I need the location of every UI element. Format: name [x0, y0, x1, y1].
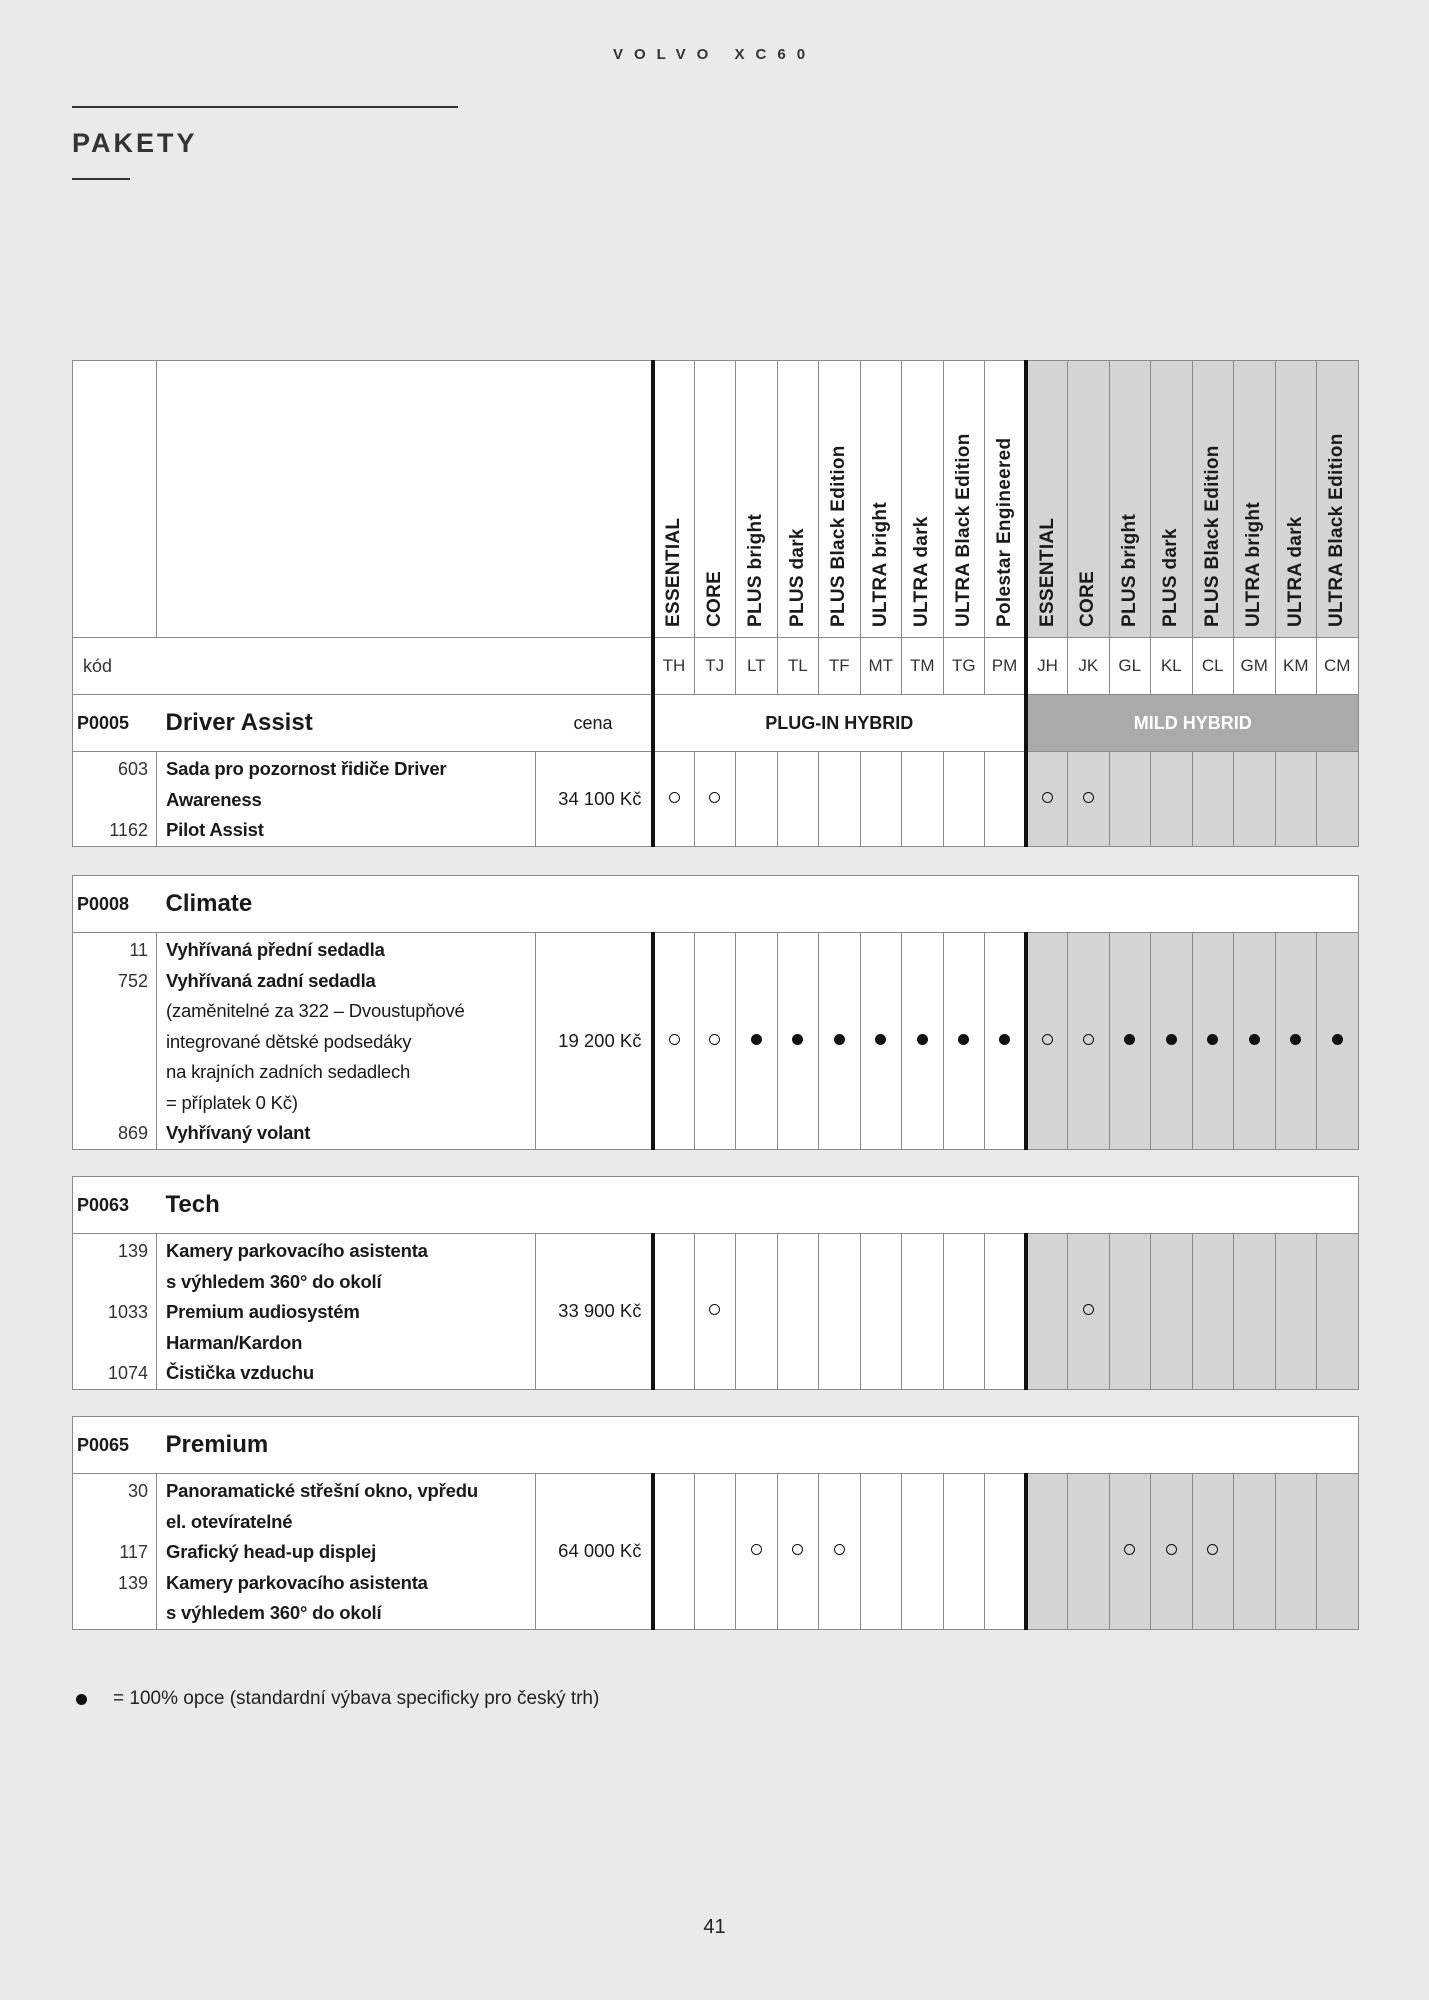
page-number: 41: [703, 1916, 726, 1938]
option-code: 11: [129, 940, 148, 960]
version-name: ULTRA Black Edition: [1326, 433, 1348, 627]
version-header: [736, 361, 778, 638]
package-body-row: [73, 1474, 1359, 1630]
version-header: [819, 361, 861, 638]
version-header: [1068, 361, 1110, 638]
legend-text: = 100% opce (standardní výbava specificky pro český trh): [113, 1688, 600, 1709]
option-code: 752: [117, 970, 148, 991]
option-code: [73, 1507, 148, 1538]
availability-cell: [1275, 1234, 1317, 1390]
version-name: PLUS Black Edition: [1201, 445, 1223, 627]
option-code: [73, 1088, 148, 1119]
availability-cell: [1317, 1234, 1359, 1390]
package-table-p0065: [72, 1416, 1359, 1630]
optional-circle-icon: [1124, 1544, 1135, 1555]
availability-cell: [1109, 1474, 1151, 1630]
divider: [72, 106, 458, 108]
option-descriptions: [157, 933, 536, 1150]
option-text: Vyhřívaná přední sedadla: [166, 939, 385, 960]
availability-cell: [1026, 933, 1068, 1150]
optional-circle-icon: [1166, 1544, 1177, 1555]
optional-circle-icon: [1083, 1304, 1094, 1315]
option-code: 869: [117, 1123, 148, 1143]
option-text: Premium audiosystém: [166, 1301, 360, 1322]
availability-cell: [860, 1234, 902, 1390]
option-text: Awareness: [166, 788, 262, 810]
package-code: P0008: [73, 876, 157, 933]
version-header: [694, 361, 736, 638]
group-plug-in-hybrid: PLUG-IN HYBRID: [653, 695, 1027, 752]
availability-cell: [1109, 933, 1151, 1150]
option-codes: [73, 752, 157, 847]
optional-circle-icon: [792, 1544, 803, 1555]
availability-cell: [902, 752, 944, 847]
version-code: CL: [1192, 638, 1234, 695]
package-code: P0065: [73, 1417, 157, 1474]
version-code: TF: [819, 638, 861, 695]
standard-dot-icon: [834, 1034, 845, 1045]
availability-cell: [1275, 933, 1317, 1150]
availability-cell: [819, 752, 861, 847]
availability-cell: [1068, 1474, 1110, 1630]
availability-cell: [985, 1234, 1027, 1390]
version-code: LT: [736, 638, 778, 695]
option-code: 139: [117, 1241, 148, 1261]
version-code: CM: [1317, 638, 1359, 695]
availability-cell: [1151, 933, 1193, 1150]
availability-cell: [1234, 933, 1276, 1150]
package-name: Climate: [157, 876, 1359, 933]
package-header-row: [73, 1417, 1359, 1474]
version-code: MT: [860, 638, 902, 695]
option-text: Vyhřívaný volant: [166, 1122, 311, 1143]
availability-cell: [1151, 1474, 1193, 1630]
option-text: el. otevíratelné: [166, 1510, 293, 1532]
standard-dot-icon: [1332, 1034, 1343, 1045]
version-name: PLUS dark: [1160, 528, 1182, 627]
option-text: Pilot Assist: [166, 819, 264, 840]
optional-circle-icon: [709, 1304, 720, 1315]
option-code: [73, 785, 148, 816]
availability-cell: [736, 752, 778, 847]
optional-circle-icon: [709, 792, 720, 803]
availability-cell: [653, 933, 695, 1150]
divider: [72, 178, 130, 180]
version-header: [777, 361, 819, 638]
version-code: TJ: [694, 638, 736, 695]
version-code: GL: [1109, 638, 1151, 695]
package-price: 64 000 Kč: [536, 1474, 653, 1630]
version-header: [902, 361, 944, 638]
version-header: [985, 361, 1027, 638]
availability-cell: [1151, 752, 1193, 847]
availability-cell: [1317, 752, 1359, 847]
package-body-row: [73, 1234, 1359, 1390]
package-table-p0063: [72, 1176, 1359, 1390]
availability-cell: [819, 1234, 861, 1390]
availability-cell: [1275, 1474, 1317, 1630]
option-code: [73, 1598, 148, 1629]
optional-circle-icon: [1207, 1544, 1218, 1555]
package-name: Tech: [157, 1177, 1359, 1234]
standard-dot-icon: [751, 1034, 762, 1045]
version-code: PM: [985, 638, 1027, 695]
availability-cell: [1234, 1474, 1276, 1630]
option-text: s výhledem 360° do okolí: [166, 1270, 382, 1292]
availability-cell: [902, 1474, 944, 1630]
option-text: Kamery parkovacího asistenta: [166, 1240, 428, 1261]
option-code: 1162: [109, 820, 148, 840]
standard-dot-icon: [1249, 1034, 1260, 1045]
standard-dot-icon: [875, 1034, 886, 1045]
option-text: Čistička vzduchu: [166, 1362, 314, 1383]
version-header: [1109, 361, 1151, 638]
availability-cell: [985, 752, 1027, 847]
availability-cell: [694, 933, 736, 1150]
availability-cell: [777, 1234, 819, 1390]
package-body-row: [73, 933, 1359, 1150]
availability-cell: [694, 752, 736, 847]
version-name: PLUS bright: [745, 513, 767, 627]
option-text: integrované dětské podsedáky: [166, 1030, 412, 1052]
availability-cell: [777, 933, 819, 1150]
package-table-p0008: [72, 875, 1359, 1150]
availability-cell: [653, 752, 695, 847]
availability-cell: [1068, 1234, 1110, 1390]
optional-circle-icon: [1083, 1034, 1094, 1045]
availability-cell: [1192, 752, 1234, 847]
availability-cell: [1109, 1234, 1151, 1390]
optional-circle-icon: [1042, 792, 1053, 803]
option-text: Harman/Kardon: [166, 1331, 303, 1353]
package-header-row: [73, 876, 1359, 933]
version-name: CORE: [1077, 570, 1099, 627]
group-mild-hybrid: MILD HYBRID: [1026, 695, 1358, 752]
availability-cell: [860, 752, 902, 847]
optional-circle-icon: [751, 1544, 762, 1555]
package-body-row: [73, 752, 1359, 847]
version-name: CORE: [703, 570, 725, 627]
filled-dot-icon: [76, 1694, 87, 1705]
availability-cell: [860, 933, 902, 1150]
version-code: TM: [902, 638, 944, 695]
optional-circle-icon: [709, 1034, 720, 1045]
optional-circle-icon: [1042, 1034, 1053, 1045]
version-code-row: [73, 638, 1359, 695]
standard-dot-icon: [999, 1034, 1010, 1045]
option-code: [73, 1027, 148, 1058]
availability-cell: [819, 933, 861, 1150]
availability-cell: [819, 1474, 861, 1630]
version-code: TH: [653, 638, 695, 695]
availability-cell: [985, 1474, 1027, 1630]
option-code: 1074: [107, 1363, 148, 1383]
version-name: ESSENTIAL: [1036, 517, 1058, 627]
option-text: Panoramatické střešní okno, vpředu: [166, 1480, 478, 1501]
option-codes: [73, 933, 157, 1150]
availability-cell: [860, 1474, 902, 1630]
option-text: = příplatek 0 Kč): [166, 1091, 298, 1113]
availability-cell: [1026, 1234, 1068, 1390]
optional-circle-icon: [669, 792, 680, 803]
version-code: JK: [1068, 638, 1110, 695]
code-label: kód: [73, 638, 653, 695]
version-name: Polestar Engineered: [993, 437, 1015, 627]
optional-circle-icon: [1083, 792, 1094, 803]
version-header: [653, 361, 695, 638]
version-name: ULTRA dark: [1284, 516, 1306, 627]
version-name: ULTRA bright: [869, 502, 891, 627]
availability-cell: [736, 1474, 778, 1630]
version-header: [1192, 361, 1234, 638]
option-text: Vyhřívaná zadní sedadla: [166, 969, 376, 991]
blank-cell: [157, 361, 653, 638]
option-text: Grafický head-up displej: [166, 1541, 377, 1562]
version-name: PLUS Black Edition: [828, 445, 850, 627]
version-header: [860, 361, 902, 638]
availability-cell: [1192, 1474, 1234, 1630]
version-header: [943, 361, 985, 638]
option-code: [73, 1057, 148, 1088]
availability-cell: [1275, 752, 1317, 847]
option-descriptions: [157, 1234, 536, 1390]
legend: [72, 1688, 599, 1710]
package-code: P0063: [73, 1177, 157, 1234]
page-title: PAKETY: [72, 128, 198, 158]
availability-cell: [694, 1234, 736, 1390]
option-descriptions: [157, 752, 536, 847]
option-codes: [73, 1474, 157, 1630]
standard-dot-icon: [917, 1034, 928, 1045]
availability-cell: [1068, 933, 1110, 1150]
package-price: 33 900 Kč: [536, 1234, 653, 1390]
availability-cell: [902, 1234, 944, 1390]
version-name: ULTRA bright: [1243, 502, 1265, 627]
availability-cell: [1151, 1234, 1193, 1390]
package-name: Premium: [157, 1417, 1359, 1474]
standard-dot-icon: [1207, 1034, 1218, 1045]
option-text: (zaměnitelné za 322 – Dvoustupňové: [166, 1000, 465, 1021]
availability-cell: [736, 933, 778, 1150]
availability-cell: [1068, 752, 1110, 847]
availability-cell: [1234, 752, 1276, 847]
availability-cell: [1192, 1234, 1234, 1390]
option-text: Kamery parkovacího asistenta: [166, 1571, 428, 1593]
standard-dot-icon: [792, 1034, 803, 1045]
standard-dot-icon: [1166, 1034, 1177, 1045]
availability-cell: [777, 1474, 819, 1630]
version-header: [1234, 361, 1276, 638]
standard-dot-icon: [1124, 1034, 1135, 1045]
package-header-row: [73, 1177, 1359, 1234]
version-code: KL: [1151, 638, 1193, 695]
option-code: 30: [127, 1481, 148, 1501]
availability-cell: [1317, 1474, 1359, 1630]
version-name: PLUS dark: [786, 528, 808, 627]
option-code: 117: [119, 1542, 148, 1562]
option-text: na krajních zadních sedadlech: [166, 1061, 411, 1082]
version-header-row: [73, 361, 1359, 638]
option-text: Sada pro pozornost řidiče Driver: [166, 758, 447, 779]
option-code: [73, 1328, 148, 1359]
option-descriptions: [157, 1474, 536, 1630]
availability-cell: [1192, 933, 1234, 1150]
package-header-row: [73, 695, 1359, 752]
package-name: Driver Assist: [157, 695, 536, 752]
version-header: [1151, 361, 1193, 638]
availability-cell: [985, 933, 1027, 1150]
version-header: [1275, 361, 1317, 638]
option-code: [73, 1267, 148, 1298]
availability-cell: [777, 752, 819, 847]
optional-circle-icon: [834, 1544, 845, 1555]
availability-cell: [1234, 1234, 1276, 1390]
option-code: 603: [117, 759, 148, 779]
option-code: 1033: [107, 1302, 148, 1322]
price-label: cena: [536, 695, 653, 752]
availability-cell: [1026, 1474, 1068, 1630]
availability-cell: [653, 1234, 695, 1390]
standard-dot-icon: [958, 1034, 969, 1045]
availability-cell: [943, 933, 985, 1150]
version-code: GM: [1234, 638, 1276, 695]
availability-cell: [943, 1234, 985, 1390]
version-name: ULTRA Black Edition: [952, 433, 974, 627]
availability-cell: [694, 1474, 736, 1630]
package-price: 19 200 Kč: [536, 933, 653, 1150]
version-code: KM: [1275, 638, 1317, 695]
optional-circle-icon: [669, 1034, 680, 1045]
brand-header: VOLVO XC60: [612, 46, 817, 63]
version-header: [1026, 361, 1068, 638]
option-code: 139: [117, 1572, 148, 1593]
availability-cell: [653, 1474, 695, 1630]
availability-cell: [1109, 752, 1151, 847]
version-code: TL: [777, 638, 819, 695]
availability-cell: [902, 933, 944, 1150]
version-code: TG: [943, 638, 985, 695]
version-name: ULTRA dark: [911, 516, 933, 627]
availability-cell: [1317, 933, 1359, 1150]
availability-cell: [943, 752, 985, 847]
availability-cell: [943, 1474, 985, 1630]
availability-cell: [736, 1234, 778, 1390]
version-code: JH: [1026, 638, 1068, 695]
package-table-p0005: [72, 360, 1359, 847]
package-price: 34 100 Kč: [536, 752, 653, 847]
standard-dot-icon: [1290, 1034, 1301, 1045]
package-code: P0005: [73, 695, 157, 752]
blank-cell: [73, 361, 157, 638]
version-name: ESSENTIAL: [663, 517, 684, 627]
option-text: s výhledem 360° do okolí: [166, 1602, 382, 1623]
version-header: [1317, 361, 1359, 638]
version-name: PLUS bright: [1118, 513, 1140, 627]
availability-cell: [1026, 752, 1068, 847]
option-code: [73, 996, 148, 1027]
option-codes: [73, 1234, 157, 1390]
